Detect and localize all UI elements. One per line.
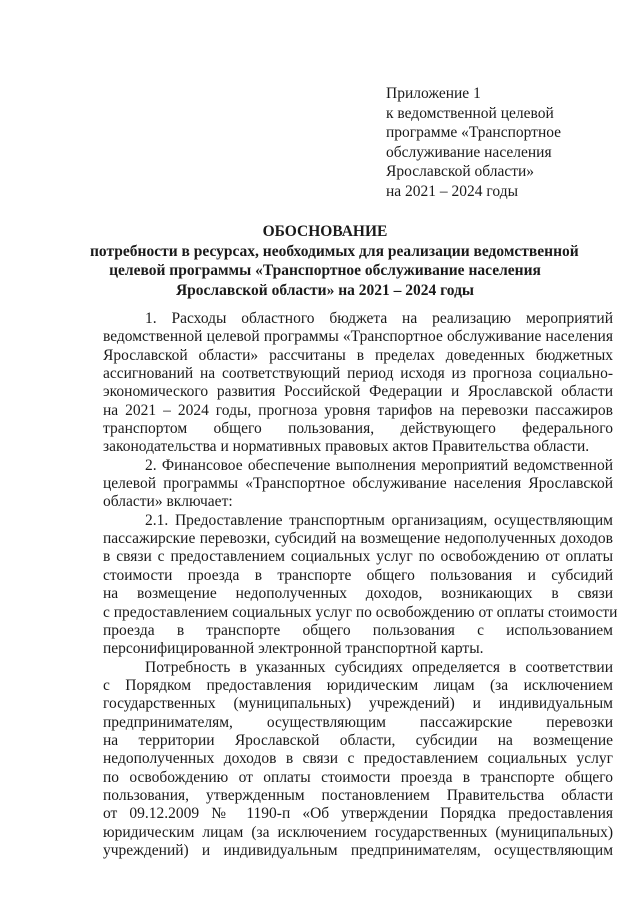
paragraph-line: 2.1. Предоставление транспортным организациям, осуществляющим <box>145 511 613 529</box>
title-subtitle-line: потребности в ресурсах, необходимых для реализации ведомственной <box>90 242 579 260</box>
paragraph-line: в связи с предоставлением социальных услуг по освобождению от оплаты <box>103 548 613 566</box>
paragraph-line: 2. Финансовое обеспечение выполнения мероприятий ведомственной <box>145 456 613 474</box>
paragraph-line: проезда в транспорте общего пользования с использованием <box>103 621 613 639</box>
paragraph-line: 1. Расходы областного бюджета на реализацию мероприятий <box>145 310 613 327</box>
appendix-line: на 2021 – 2024 годы <box>386 182 518 200</box>
paragraph-line: юридическим лицам (за исключением государственных (муниципальных) <box>103 823 613 841</box>
paragraph-line: недополученных доходов в связи с предоставлением социальных услуг <box>103 750 613 768</box>
paragraph-line: предпринимателям, осуществляющим пассажирские перевозки <box>103 713 613 731</box>
appendix-line: Ярославской области» <box>386 163 535 181</box>
document-body <box>103 310 618 860</box>
paragraph-line: с предоставлением социальных услуг по освобождению от оплаты стоимости <box>103 603 618 621</box>
paragraph-line: на 2021 – 2024 годы, прогноза уровня тарифов на перевозки пассажиров <box>103 401 613 419</box>
paragraph-line: пользования, утвержденным постановлением Правительства области <box>103 786 613 804</box>
document-title <box>90 222 579 300</box>
appendix-block <box>386 84 626 202</box>
title-subtitle-line: целевой программы «Транспортное обслуживание населения <box>109 262 541 280</box>
paragraph-line: области» включает: <box>103 493 233 511</box>
title-heading: ОБОСНОВАНИЕ <box>262 223 388 240</box>
paragraph-line: пассажирские перевозки, субсидий на возмещение недополученных доходов <box>103 530 613 548</box>
paragraph-line: государственных (муниципальных) учреждений) и индивидуальным <box>103 695 613 713</box>
paragraph-line: Ярославской области» рассчитаны в пределах доведенных бюджетных <box>103 346 613 364</box>
title-subtitle-line: Ярославской области» на 2021 – 2024 годы <box>175 281 475 299</box>
paragraph-line: с Порядком предоставления юридическим лицам (за исключением <box>103 676 613 694</box>
appendix-line: обслуживание населения <box>386 143 552 161</box>
paragraph-line: на территории Ярославской области, субсидии на возмещение <box>103 731 613 749</box>
paragraph-line: стоимости проезда в транспорте общего пользования и субсидий <box>103 566 613 584</box>
paragraph-line: целевой программы «Транспортное обслуживание населения Ярославской <box>103 475 613 493</box>
paragraph-line: законодательства и нормативных правовых актов Правительства области. <box>103 438 590 456</box>
paragraph-line: от 09.12.2009 № 1190-п «Об утверждении Порядка предоставления <box>103 805 613 823</box>
appendix-line: программе «Транспортное <box>386 124 562 142</box>
paragraph-line: персонифицированной электронной транспортной карты. <box>103 640 484 658</box>
paragraph-line: учреждений) и индивидуальным предпринимателям, осуществляющим <box>103 841 613 859</box>
paragraph-line: по освобождению от оплаты стоимости проезда в транспорте общего <box>103 768 613 786</box>
paragraph-line: экономического развития Российской Федерации и Ярославской области <box>103 383 613 401</box>
paragraph-line: транспортом общего пользования, действующего федерального <box>103 420 613 438</box>
appendix-line: Приложение 1 <box>386 85 481 102</box>
paragraph-line: ведомственной целевой программы «Транспортное обслуживание населения <box>103 328 613 346</box>
paragraph-line: на возмещение недополученных доходов, возникающих в связи <box>103 585 613 603</box>
appendix-line: к ведомственной целевой <box>386 104 554 122</box>
paragraph-line: Потребность в указанных субсидиях определяется в соответствии <box>145 658 613 676</box>
paragraph-line: ассигнований на соответствующий период исходя из прогноза социально- <box>103 365 613 383</box>
